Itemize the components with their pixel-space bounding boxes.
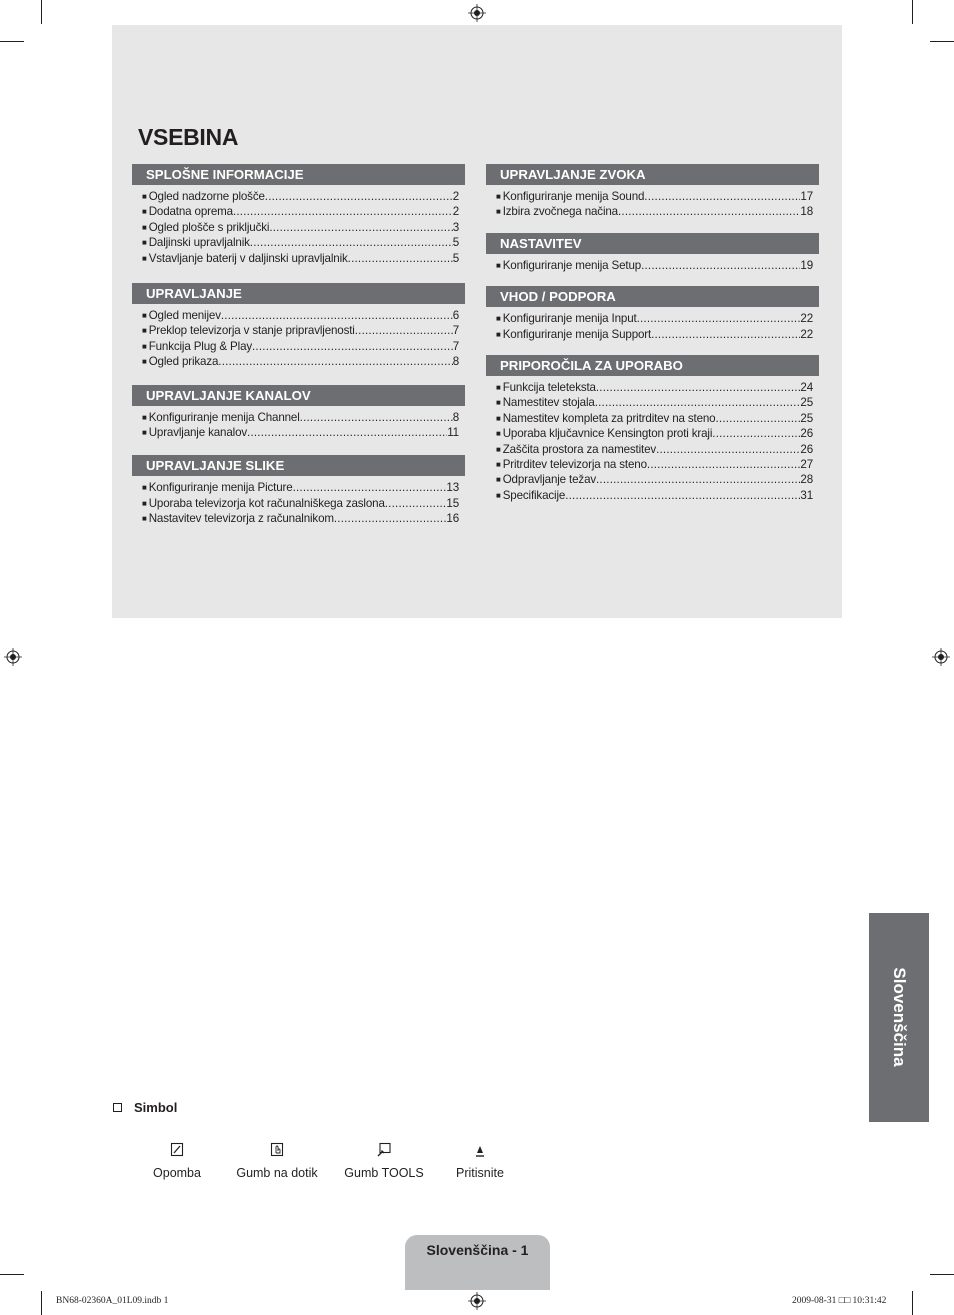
- symbol-tools-button: [340, 1140, 428, 1180]
- dot-leader: [385, 497, 447, 511]
- dot-leader: [221, 309, 453, 323]
- toc-entry-page: 26: [800, 427, 813, 441]
- toc-entry-page: 8: [452, 410, 459, 424]
- dot-leader: [269, 221, 452, 235]
- toc-entry-label: Izbira zvočnega načina: [502, 205, 618, 219]
- toc-entry-page: 25: [800, 396, 813, 410]
- square-bullet-icon: ■: [142, 483, 147, 493]
- toc-entry-page: 6: [452, 309, 459, 323]
- dot-leader: [233, 205, 453, 219]
- toc-entry[interactable]: [496, 396, 813, 411]
- page-number-label: Slovenščina - 1: [426, 1242, 529, 1258]
- crop-mark: [930, 1274, 954, 1275]
- toc-entry[interactable]: [142, 426, 459, 441]
- toc-entry-label: Funkcija teleteksta: [502, 381, 596, 395]
- page-number-tab: [405, 1235, 550, 1290]
- toc-entry[interactable]: [496, 205, 813, 220]
- dot-leader: [565, 489, 800, 503]
- crop-mark: [41, 0, 42, 24]
- language-tab-label: Slovenščina: [890, 967, 909, 1067]
- dot-leader: [637, 312, 801, 326]
- dot-leader: [300, 411, 453, 425]
- toc-entry-page: 8: [452, 355, 459, 369]
- toc-left-column: [132, 164, 465, 528]
- tools-button-icon: [376, 1142, 392, 1158]
- toc-entry-label: Konfiguriranje menija Setup: [502, 258, 642, 272]
- press-icon: [474, 1142, 486, 1158]
- language-tab: [869, 913, 929, 1122]
- dot-leader: [656, 443, 800, 457]
- toc-entry-label: Upravljanje kanalov: [148, 426, 248, 440]
- toc-entry-page: 22: [800, 327, 813, 341]
- square-bullet-icon: ■: [142, 253, 147, 263]
- toc-entry-label: Konfiguriranje menija Support: [502, 327, 652, 341]
- toc-entry[interactable]: [142, 252, 459, 267]
- crop-mark: [0, 41, 24, 42]
- toc-entry-page: 22: [800, 312, 813, 326]
- symbol-label: Pritisnite: [456, 1166, 504, 1180]
- toc-section-heading: UPRAVLJANJE: [132, 283, 465, 304]
- toc-entry-list: [486, 381, 819, 504]
- toc-entry-list: [132, 190, 465, 267]
- square-bullet-icon: ■: [142, 222, 147, 232]
- crop-mark: [912, 0, 913, 24]
- toc-entry[interactable]: [142, 221, 459, 236]
- toc-entry-label: Konfiguriranje menija Input: [502, 312, 637, 326]
- dot-leader: [265, 190, 453, 204]
- dot-leader: [334, 512, 447, 526]
- toc-entry-list: [132, 411, 465, 442]
- symbol-label: Gumb TOOLS: [344, 1166, 424, 1180]
- toc-entry[interactable]: [496, 412, 813, 427]
- square-bullet-icon: ■: [142, 207, 147, 217]
- crop-mark: [0, 1274, 24, 1275]
- toc-entry[interactable]: [496, 312, 813, 327]
- toc-entry-page: 27: [800, 458, 813, 472]
- toc-entry-label: Uporaba televizorja kot računalniškega zaslona: [148, 496, 385, 510]
- dot-leader: [596, 473, 800, 487]
- toc-entry[interactable]: [496, 328, 813, 343]
- registration-mark-icon: [468, 1292, 486, 1310]
- square-bullet-icon: ■: [142, 357, 147, 367]
- toc-entry-page: 2: [452, 190, 459, 203]
- toc-entry-page: 26: [800, 442, 813, 456]
- toc-entry-page: 5: [452, 236, 459, 250]
- toc-entry-page: 28: [800, 473, 813, 487]
- registration-mark-icon: [4, 648, 22, 666]
- toc-entry-label: Ogled plošče s priključki: [148, 220, 270, 234]
- toc-entry[interactable]: [142, 324, 459, 339]
- square-bullet-icon: ■: [142, 428, 147, 438]
- symbol-label: Opomba: [153, 1166, 201, 1180]
- toc-entry-page: 18: [800, 205, 813, 219]
- toc-entry-label: Ogled nadzorne plošče: [148, 190, 265, 203]
- toc-entry-label: Pritrditev televizorja na steno: [502, 458, 647, 472]
- dot-leader: [250, 236, 453, 250]
- toc-section: [132, 455, 465, 527]
- toc-entry-page: 11: [447, 426, 459, 440]
- dot-leader: [641, 259, 800, 273]
- crop-mark: [41, 1291, 42, 1315]
- dot-leader: [355, 324, 453, 338]
- toc-entry[interactable]: [142, 411, 459, 426]
- toc-section-heading: UPRAVLJANJE KANALOV: [132, 385, 465, 406]
- toc-entry[interactable]: [142, 340, 459, 355]
- square-bullet-icon: ■: [496, 460, 501, 470]
- touch-button-icon: [270, 1142, 284, 1158]
- toc-entry-page: 7: [452, 339, 459, 353]
- crop-mark: [912, 1291, 913, 1315]
- toc-entry-list: [132, 481, 465, 527]
- toc-section-heading: PRIPOROČILA ZA UPORABO: [486, 355, 819, 376]
- toc-entry-label: Daljinski upravljalnik: [148, 236, 250, 250]
- toc-entry-label: Ogled prikaza: [148, 355, 219, 369]
- toc-entry-label: Zaščita prostora za namestitev: [502, 442, 657, 456]
- toc-entry-page: 31: [800, 488, 813, 502]
- toc-section-heading: NASTAVITEV: [486, 233, 819, 254]
- page-title: VSEBINA: [138, 124, 239, 150]
- square-bullet-icon: ■: [496, 429, 501, 439]
- dot-leader: [618, 205, 800, 219]
- dot-leader: [293, 481, 447, 495]
- dot-leader: [644, 190, 800, 204]
- toc-entry-list: [486, 259, 819, 274]
- note-icon: [170, 1142, 184, 1158]
- square-bullet-icon: ■: [496, 314, 501, 324]
- dot-leader: [647, 458, 800, 472]
- toc-section: [486, 286, 819, 343]
- toc-entry-page: 19: [800, 258, 813, 272]
- toc-entry-label: Konfiguriranje menija Sound: [502, 190, 645, 203]
- dot-leader: [715, 412, 800, 426]
- symbol-press: [450, 1140, 510, 1180]
- toc-entry-page: 3: [452, 220, 459, 234]
- toc-section-heading: VHOD / PODPORA: [486, 286, 819, 307]
- toc-entry-label: Specifikacije: [502, 488, 566, 502]
- square-bullet-icon: ■: [142, 238, 147, 248]
- toc-section: [486, 355, 819, 504]
- square-bullet-icon: ■: [496, 329, 501, 339]
- symbol-note: [146, 1140, 208, 1180]
- square-bullet-icon: ■: [142, 192, 147, 201]
- toc-section: [132, 164, 465, 267]
- square-bullet-icon: ■: [142, 514, 147, 524]
- toc-entry-label: Namestitev stojala: [502, 396, 595, 410]
- toc-section: [486, 233, 819, 274]
- square-bullet-icon: ■: [496, 444, 501, 454]
- dot-leader: [247, 426, 447, 440]
- toc-entry-label: Nastavitev televizorja z računalnikom: [148, 512, 334, 526]
- toc-entry[interactable]: [142, 236, 459, 251]
- toc-entry-label: Namestitev kompleta za pritrditev na steno: [502, 411, 716, 425]
- toc-entry-label: Uporaba ključavnice Kensington proti kraji: [502, 427, 713, 441]
- square-bullet-icon: ■: [496, 398, 501, 408]
- symbols-heading-label: Simbol: [134, 1100, 178, 1115]
- toc-entry-label: Ogled menijev: [148, 309, 221, 323]
- dot-leader: [596, 381, 801, 395]
- toc-entry-page: 16: [446, 512, 459, 526]
- print-file-info: BN68-02360A_01L09.indb 1: [56, 1296, 169, 1306]
- dot-leader: [218, 355, 452, 369]
- toc-entry[interactable]: [142, 497, 459, 512]
- square-bullet-icon: ■: [142, 326, 147, 336]
- dot-leader: [651, 328, 800, 342]
- print-timestamp: 2009-08-31 □□ 10:31:42: [792, 1296, 887, 1306]
- symbol-touch-button: [232, 1140, 322, 1180]
- toc-entry-list: [486, 312, 819, 343]
- toc-entry-label: Dodatna oprema: [148, 205, 233, 219]
- dot-leader: [595, 396, 801, 410]
- toc-entry[interactable]: [142, 481, 459, 496]
- toc-section-heading: UPRAVLJANJE SLIKE: [132, 455, 465, 476]
- registration-mark-icon: [468, 4, 486, 22]
- toc-entry[interactable]: [142, 205, 459, 220]
- toc-entry[interactable]: [496, 473, 813, 488]
- registration-mark-icon: [932, 648, 950, 666]
- toc-entry[interactable]: [496, 427, 813, 442]
- crop-mark: [930, 41, 954, 42]
- toc-section: [486, 164, 819, 221]
- toc-entry-page: 24: [800, 381, 813, 395]
- toc-entry[interactable]: [142, 190, 459, 205]
- toc-entry-page: 13: [446, 481, 459, 495]
- toc-section: [132, 283, 465, 371]
- toc-entry-list: [132, 309, 465, 371]
- square-bullet-icon: ■: [496, 207, 501, 217]
- symbol-label: Gumb na dotik: [236, 1166, 318, 1180]
- toc-section-heading: UPRAVLJANJE ZVOKA: [486, 164, 819, 185]
- toc-entry[interactable]: [496, 190, 813, 205]
- toc-right-column: [486, 164, 819, 504]
- dot-leader: [712, 427, 800, 441]
- toc-entry[interactable]: [496, 443, 813, 458]
- dot-leader: [252, 340, 453, 354]
- square-bullet-icon: ■: [496, 192, 501, 201]
- dot-leader: [348, 252, 453, 266]
- toc-entry-label: Funkcija Plug & Play: [148, 339, 253, 353]
- square-bullet-icon: ■: [496, 490, 501, 500]
- toc-entry[interactable]: [496, 458, 813, 473]
- toc-entry-page: 5: [452, 251, 459, 265]
- toc-entry[interactable]: [142, 355, 459, 370]
- square-bullet-icon: ■: [142, 311, 147, 321]
- square-bullet-icon: ■: [142, 498, 147, 508]
- toc-entry-page: 25: [800, 411, 813, 425]
- square-bullet-icon: ■: [142, 412, 147, 422]
- toc-entry-page: 17: [800, 190, 813, 203]
- square-bullet-icon: ■: [496, 413, 501, 423]
- toc-entry[interactable]: [496, 381, 813, 396]
- toc-entry-label: Konfiguriranje menija Channel: [148, 410, 300, 424]
- square-bullet-icon: ■: [496, 260, 501, 270]
- square-bullet-icon: ■: [496, 475, 501, 485]
- square-bullet-icon: ■: [142, 341, 147, 351]
- toc-entry[interactable]: [142, 512, 459, 527]
- checkbox-bullet-icon: [113, 1103, 122, 1112]
- toc-entry-label: Preklop televizorja v stanje pripravljenosti: [148, 324, 355, 338]
- toc-entry-list: [486, 190, 819, 221]
- toc-entry-label: Vstavljanje baterij v daljinski upravljalnik: [148, 251, 348, 265]
- toc-section-heading: SPLOŠNE INFORMACIJE: [132, 164, 465, 185]
- toc-section: [132, 385, 465, 442]
- toc-entry-page: 7: [452, 324, 459, 338]
- toc-entry[interactable]: [496, 489, 813, 504]
- toc-entry[interactable]: [496, 259, 813, 274]
- symbols-heading: [113, 1100, 177, 1115]
- toc-entry-page: 2: [452, 205, 459, 219]
- square-bullet-icon: ■: [496, 383, 501, 393]
- toc-entry-label: Odpravljanje težav: [502, 473, 597, 487]
- toc-entry-page: 15: [446, 496, 459, 510]
- toc-entry[interactable]: [142, 309, 459, 324]
- toc-entry-label: Konfiguriranje menija Picture: [148, 481, 293, 495]
